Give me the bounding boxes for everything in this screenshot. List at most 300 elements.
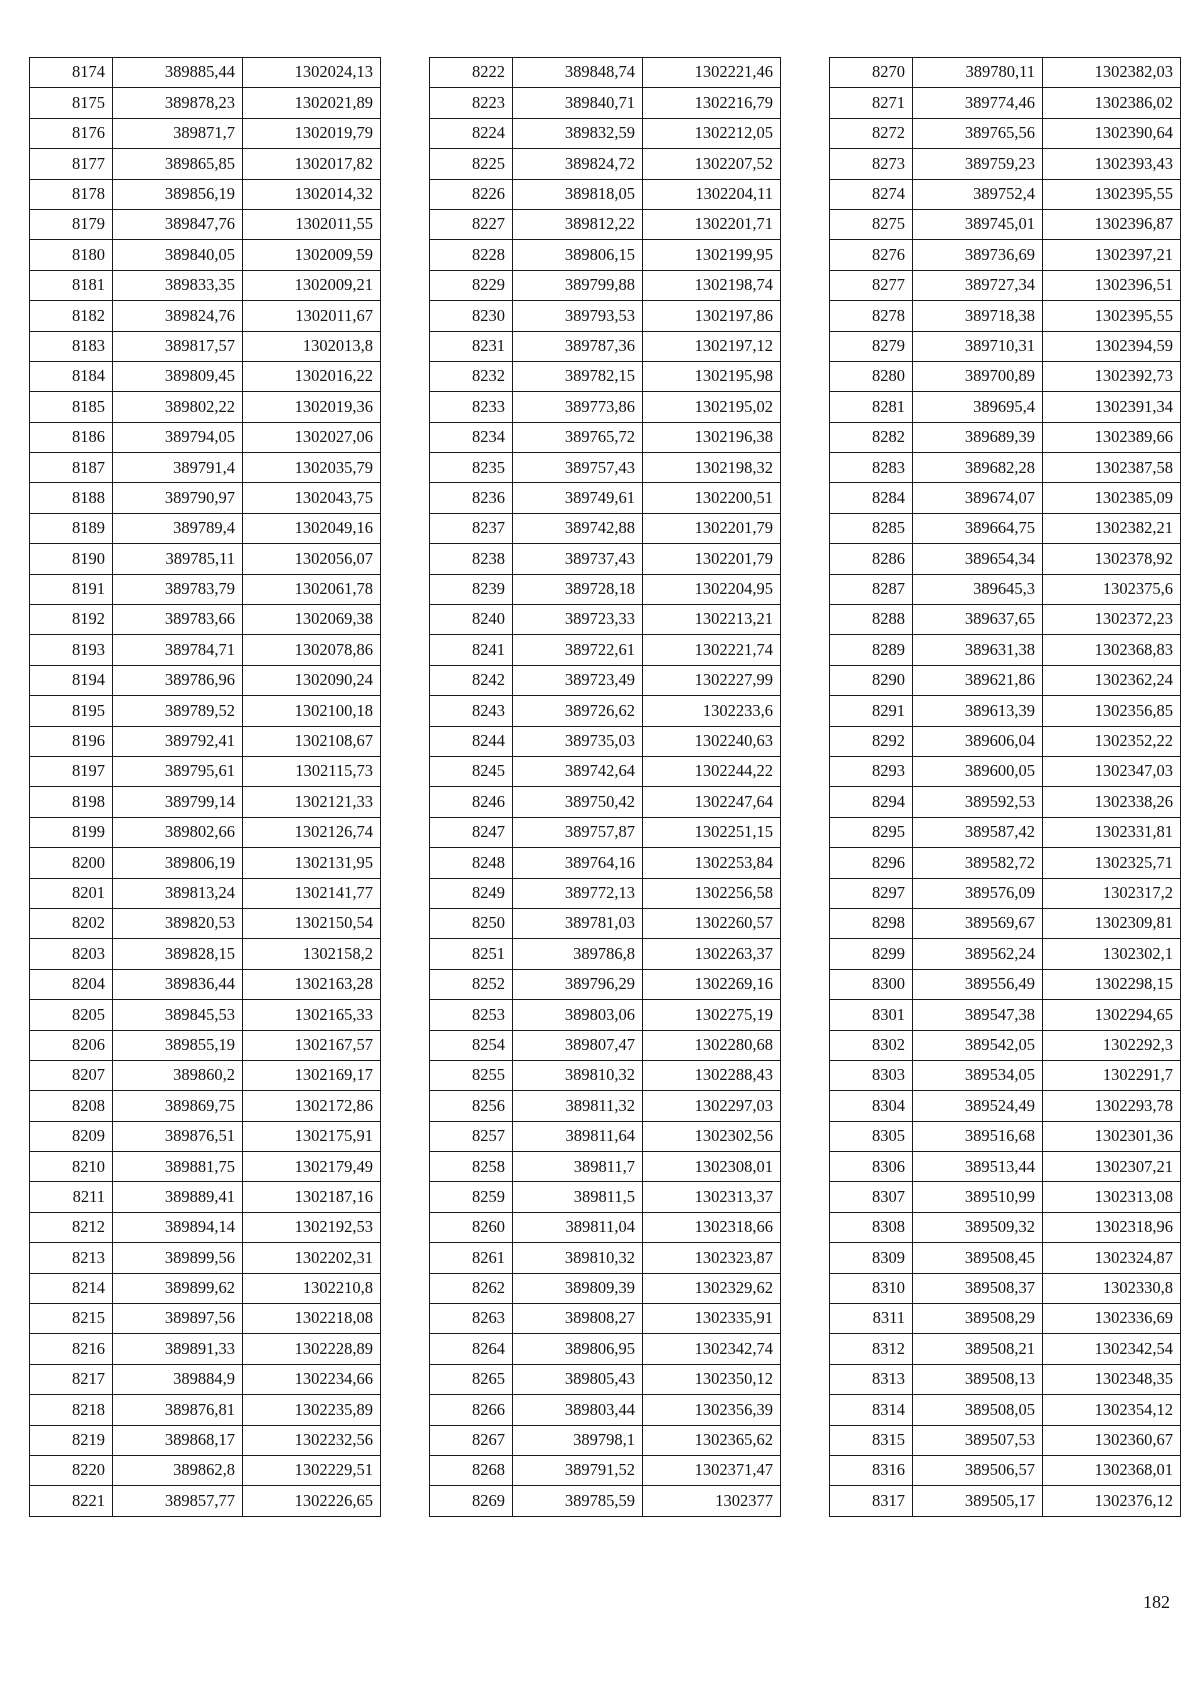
table-row (30, 1273, 381, 1303)
y-coordinate-cell: 1302228,89 (243, 1334, 381, 1364)
x-coordinate-cell: 389785,11 (113, 544, 243, 574)
point-number-cell: 8279 (830, 331, 913, 361)
y-coordinate-cell: 1302043,75 (243, 483, 381, 513)
point-number-cell: 8300 (830, 969, 913, 999)
point-number-cell: 8245 (430, 756, 513, 786)
table-row (30, 301, 381, 331)
y-coordinate-cell: 1302197,86 (643, 301, 781, 331)
y-coordinate-cell: 1302347,03 (1043, 756, 1181, 786)
x-coordinate-cell: 389674,07 (913, 483, 1043, 513)
table-row (830, 1243, 1181, 1273)
table-row (430, 422, 781, 452)
table-row (830, 756, 1181, 786)
y-coordinate-cell: 1302301,36 (1043, 1121, 1181, 1151)
x-coordinate-cell: 389750,42 (513, 787, 643, 817)
point-number-cell: 8181 (30, 270, 113, 300)
y-coordinate-cell: 1302377 (643, 1486, 781, 1516)
point-number-cell: 8310 (830, 1273, 913, 1303)
table-row (430, 544, 781, 574)
point-number-cell: 8274 (830, 179, 913, 209)
y-coordinate-cell: 1302141,77 (243, 878, 381, 908)
x-coordinate-cell: 389723,49 (513, 665, 643, 695)
table-row (430, 331, 781, 361)
y-coordinate-cell: 1302253,84 (643, 848, 781, 878)
point-number-cell: 8253 (430, 1000, 513, 1030)
table-row (430, 1486, 781, 1516)
x-coordinate-cell: 389803,44 (513, 1395, 643, 1425)
point-number-cell: 8234 (430, 422, 513, 452)
point-number-cell: 8309 (830, 1243, 913, 1273)
x-coordinate-cell: 389799,14 (113, 787, 243, 817)
table-row (830, 1152, 1181, 1182)
x-coordinate-cell: 389811,32 (513, 1091, 643, 1121)
y-coordinate-cell: 1302342,54 (1043, 1334, 1181, 1364)
table-row (430, 209, 781, 239)
x-coordinate-cell: 389718,38 (913, 301, 1043, 331)
point-number-cell: 8269 (430, 1486, 513, 1516)
point-number-cell: 8177 (30, 149, 113, 179)
y-coordinate-cell: 1302150,54 (243, 908, 381, 938)
point-number-cell: 8185 (30, 392, 113, 422)
table-row (830, 1273, 1181, 1303)
table-row (830, 635, 1181, 665)
x-coordinate-cell: 389865,85 (113, 149, 243, 179)
x-coordinate-cell: 389807,47 (513, 1030, 643, 1060)
y-coordinate-cell: 1302216,79 (643, 88, 781, 118)
point-number-cell: 8178 (30, 179, 113, 209)
point-number-cell: 8270 (830, 58, 913, 88)
point-number-cell: 8213 (30, 1243, 113, 1273)
point-number-cell: 8296 (830, 848, 913, 878)
x-coordinate-cell: 389508,21 (913, 1334, 1043, 1364)
point-number-cell: 8235 (430, 453, 513, 483)
table-row (830, 1212, 1181, 1242)
table-body (830, 58, 1181, 1517)
y-coordinate-cell: 1302396,51 (1043, 270, 1181, 300)
x-coordinate-cell: 389781,03 (513, 908, 643, 938)
table-row (30, 1152, 381, 1182)
x-coordinate-cell: 389832,59 (513, 118, 643, 148)
point-number-cell: 8180 (30, 240, 113, 270)
x-coordinate-cell: 389836,44 (113, 969, 243, 999)
table-row (30, 88, 381, 118)
table-row (30, 209, 381, 239)
y-coordinate-cell: 1302389,66 (1043, 422, 1181, 452)
x-coordinate-cell: 389791,4 (113, 453, 243, 483)
point-number-cell: 8217 (30, 1364, 113, 1394)
y-coordinate-cell: 1302330,8 (1043, 1273, 1181, 1303)
point-number-cell: 8176 (30, 118, 113, 148)
x-coordinate-cell: 389811,5 (513, 1182, 643, 1212)
point-number-cell: 8261 (430, 1243, 513, 1273)
x-coordinate-cell: 389897,56 (113, 1304, 243, 1334)
point-number-cell: 8209 (30, 1121, 113, 1151)
table-row (830, 848, 1181, 878)
y-coordinate-cell: 1302368,83 (1043, 635, 1181, 665)
y-coordinate-cell: 1302197,12 (643, 331, 781, 361)
table-row (30, 118, 381, 148)
y-coordinate-cell: 1302115,73 (243, 756, 381, 786)
x-coordinate-cell: 389542,05 (913, 1030, 1043, 1060)
y-coordinate-cell: 1302014,32 (243, 179, 381, 209)
point-number-cell: 8305 (830, 1121, 913, 1151)
y-coordinate-cell: 1302385,09 (1043, 483, 1181, 513)
point-number-cell: 8289 (830, 635, 913, 665)
table-row (830, 1091, 1181, 1121)
y-coordinate-cell: 1302061,78 (243, 574, 381, 604)
table-row (830, 1425, 1181, 1455)
x-coordinate-cell: 389794,05 (113, 422, 243, 452)
x-coordinate-cell: 389508,37 (913, 1273, 1043, 1303)
table-row (830, 1000, 1181, 1030)
y-coordinate-cell: 1302198,32 (643, 453, 781, 483)
x-coordinate-cell: 389789,52 (113, 696, 243, 726)
y-coordinate-cell: 1302131,95 (243, 848, 381, 878)
y-coordinate-cell: 1302335,91 (643, 1304, 781, 1334)
point-number-cell: 8282 (830, 422, 913, 452)
x-coordinate-cell: 389508,05 (913, 1395, 1043, 1425)
y-coordinate-cell: 1302263,37 (643, 939, 781, 969)
point-number-cell: 8193 (30, 635, 113, 665)
table-row (830, 118, 1181, 148)
point-number-cell: 8221 (30, 1486, 113, 1516)
x-coordinate-cell: 389824,76 (113, 301, 243, 331)
table-row (430, 817, 781, 847)
y-coordinate-cell: 1302179,49 (243, 1152, 381, 1182)
table-row (830, 1030, 1181, 1060)
x-coordinate-cell: 389811,7 (513, 1152, 643, 1182)
table-row (430, 605, 781, 635)
table-row (430, 1182, 781, 1212)
x-coordinate-cell: 389723,33 (513, 605, 643, 635)
x-coordinate-cell: 389802,22 (113, 392, 243, 422)
x-coordinate-cell: 389727,34 (913, 270, 1043, 300)
x-coordinate-cell: 389757,87 (513, 817, 643, 847)
table-row (30, 544, 381, 574)
x-coordinate-cell: 389637,65 (913, 605, 1043, 635)
x-coordinate-cell: 389792,41 (113, 726, 243, 756)
x-coordinate-cell: 389806,15 (513, 240, 643, 270)
x-coordinate-cell: 389824,72 (513, 149, 643, 179)
y-coordinate-cell: 1302391,34 (1043, 392, 1181, 422)
point-number-cell: 8251 (430, 939, 513, 969)
table-row (830, 1121, 1181, 1151)
table-row (30, 665, 381, 695)
point-number-cell: 8186 (30, 422, 113, 452)
y-coordinate-cell: 1302212,05 (643, 118, 781, 148)
point-number-cell: 8280 (830, 361, 913, 391)
x-coordinate-cell: 389562,24 (913, 939, 1043, 969)
y-coordinate-cell: 1302195,98 (643, 361, 781, 391)
table-row (830, 605, 1181, 635)
table-row (430, 361, 781, 391)
point-number-cell: 8232 (430, 361, 513, 391)
y-coordinate-cell: 1302121,33 (243, 787, 381, 817)
table-row (830, 969, 1181, 999)
table-row (30, 756, 381, 786)
y-coordinate-cell: 1302378,92 (1043, 544, 1181, 574)
point-number-cell: 8290 (830, 665, 913, 695)
y-coordinate-cell: 1302163,28 (243, 969, 381, 999)
table-row (430, 635, 781, 665)
point-number-cell: 8206 (30, 1030, 113, 1060)
x-coordinate-cell: 389556,49 (913, 969, 1043, 999)
point-number-cell: 8211 (30, 1182, 113, 1212)
y-coordinate-cell: 1302317,2 (1043, 878, 1181, 908)
point-number-cell: 8197 (30, 756, 113, 786)
point-number-cell: 8278 (830, 301, 913, 331)
point-number-cell: 8238 (430, 544, 513, 574)
page-number: 182 (1143, 1592, 1170, 1612)
table-row (30, 817, 381, 847)
table-row (30, 1395, 381, 1425)
table-row (830, 817, 1181, 847)
y-coordinate-cell: 1302167,57 (243, 1030, 381, 1060)
y-coordinate-cell: 1302011,67 (243, 301, 381, 331)
y-coordinate-cell: 1302393,43 (1043, 149, 1181, 179)
x-coordinate-cell: 389757,43 (513, 453, 643, 483)
table-row (30, 483, 381, 513)
table-row (430, 1395, 781, 1425)
y-coordinate-cell: 1302395,55 (1043, 179, 1181, 209)
y-coordinate-cell: 1302158,2 (243, 939, 381, 969)
point-number-cell: 8231 (430, 331, 513, 361)
x-coordinate-cell: 389881,75 (113, 1152, 243, 1182)
y-coordinate-cell: 1302199,95 (643, 240, 781, 270)
point-number-cell: 8200 (30, 848, 113, 878)
point-number-cell: 8295 (830, 817, 913, 847)
x-coordinate-cell: 389534,05 (913, 1060, 1043, 1090)
point-number-cell: 8263 (430, 1304, 513, 1334)
x-coordinate-cell: 389885,44 (113, 58, 243, 88)
table-row (30, 848, 381, 878)
y-coordinate-cell: 1302352,22 (1043, 726, 1181, 756)
table-row (830, 331, 1181, 361)
x-coordinate-cell: 389547,38 (913, 1000, 1043, 1030)
point-number-cell: 8191 (30, 574, 113, 604)
y-coordinate-cell: 1302309,81 (1043, 908, 1181, 938)
y-coordinate-cell: 1302386,02 (1043, 88, 1181, 118)
y-coordinate-cell: 1302350,12 (643, 1364, 781, 1394)
table-row (430, 1243, 781, 1273)
x-coordinate-cell: 389803,06 (513, 1000, 643, 1030)
point-number-cell: 8194 (30, 665, 113, 695)
x-coordinate-cell: 389899,62 (113, 1273, 243, 1303)
y-coordinate-cell: 1302021,89 (243, 88, 381, 118)
point-number-cell: 8184 (30, 361, 113, 391)
y-coordinate-cell: 1302382,03 (1043, 58, 1181, 88)
coordinate-table-1 (29, 57, 381, 1517)
y-coordinate-cell: 1302323,87 (643, 1243, 781, 1273)
y-coordinate-cell: 1302390,64 (1043, 118, 1181, 148)
table-row (830, 1455, 1181, 1485)
y-coordinate-cell: 1302395,55 (1043, 301, 1181, 331)
table-row (430, 756, 781, 786)
table-row (430, 1212, 781, 1242)
x-coordinate-cell: 389510,99 (913, 1182, 1043, 1212)
y-coordinate-cell: 1302308,01 (643, 1152, 781, 1182)
point-number-cell: 8311 (830, 1304, 913, 1334)
x-coordinate-cell: 389869,75 (113, 1091, 243, 1121)
x-coordinate-cell: 389810,32 (513, 1243, 643, 1273)
y-coordinate-cell: 1302090,24 (243, 665, 381, 695)
x-coordinate-cell: 389791,52 (513, 1455, 643, 1485)
point-number-cell: 8292 (830, 726, 913, 756)
x-coordinate-cell: 389876,51 (113, 1121, 243, 1151)
table-row (430, 149, 781, 179)
point-number-cell: 8195 (30, 696, 113, 726)
table-row (430, 513, 781, 543)
x-coordinate-cell: 389891,33 (113, 1334, 243, 1364)
y-coordinate-cell: 1302397,21 (1043, 240, 1181, 270)
x-coordinate-cell: 389773,86 (513, 392, 643, 422)
table-row (30, 696, 381, 726)
point-number-cell: 8285 (830, 513, 913, 543)
y-coordinate-cell: 1302387,58 (1043, 453, 1181, 483)
y-coordinate-cell: 1302126,74 (243, 817, 381, 847)
x-coordinate-cell: 389587,42 (913, 817, 1043, 847)
x-coordinate-cell: 389726,62 (513, 696, 643, 726)
y-coordinate-cell: 1302342,74 (643, 1334, 781, 1364)
table-row (830, 1486, 1181, 1516)
point-number-cell: 8258 (430, 1152, 513, 1182)
y-coordinate-cell: 1302221,46 (643, 58, 781, 88)
y-coordinate-cell: 1302394,59 (1043, 331, 1181, 361)
y-coordinate-cell: 1302318,96 (1043, 1212, 1181, 1242)
table-row (30, 1212, 381, 1242)
point-number-cell: 8233 (430, 392, 513, 422)
y-coordinate-cell: 1302356,39 (643, 1395, 781, 1425)
point-number-cell: 8271 (830, 88, 913, 118)
table-row (430, 270, 781, 300)
table-row (30, 1121, 381, 1151)
point-number-cell: 8286 (830, 544, 913, 574)
point-number-cell: 8268 (430, 1455, 513, 1485)
point-number-cell: 8259 (430, 1182, 513, 1212)
x-coordinate-cell: 389809,39 (513, 1273, 643, 1303)
point-number-cell: 8225 (430, 149, 513, 179)
table-row (830, 1334, 1181, 1364)
point-number-cell: 8240 (430, 605, 513, 635)
x-coordinate-cell: 389664,75 (913, 513, 1043, 543)
point-number-cell: 8304 (830, 1091, 913, 1121)
table-row (430, 1030, 781, 1060)
point-number-cell: 8227 (430, 209, 513, 239)
y-coordinate-cell: 1302302,56 (643, 1121, 781, 1151)
table-row (430, 118, 781, 148)
x-coordinate-cell: 389569,67 (913, 908, 1043, 938)
x-coordinate-cell: 389759,23 (913, 149, 1043, 179)
y-coordinate-cell: 1302256,58 (643, 878, 781, 908)
y-coordinate-cell: 1302009,21 (243, 270, 381, 300)
table-row (430, 665, 781, 695)
point-number-cell: 8223 (430, 88, 513, 118)
y-coordinate-cell: 1302192,53 (243, 1212, 381, 1242)
x-coordinate-cell: 389507,53 (913, 1425, 1043, 1455)
x-coordinate-cell: 389736,69 (913, 240, 1043, 270)
table-row (30, 422, 381, 452)
table-row (830, 392, 1181, 422)
table-row (430, 574, 781, 604)
y-coordinate-cell: 1302226,65 (243, 1486, 381, 1516)
y-coordinate-cell: 1302011,55 (243, 209, 381, 239)
point-number-cell: 8265 (430, 1364, 513, 1394)
table-row (30, 392, 381, 422)
y-coordinate-cell: 1302207,52 (643, 149, 781, 179)
point-number-cell: 8264 (430, 1334, 513, 1364)
table-row (30, 513, 381, 543)
y-coordinate-cell: 1302165,33 (243, 1000, 381, 1030)
table-row (430, 726, 781, 756)
y-coordinate-cell: 1302234,66 (243, 1364, 381, 1394)
y-coordinate-cell: 1302396,87 (1043, 209, 1181, 239)
x-coordinate-cell: 389862,8 (113, 1455, 243, 1485)
y-coordinate-cell: 1302356,85 (1043, 696, 1181, 726)
table-row (30, 453, 381, 483)
x-coordinate-cell: 389780,11 (913, 58, 1043, 88)
y-coordinate-cell: 1302235,89 (243, 1395, 381, 1425)
y-coordinate-cell: 1302294,65 (1043, 1000, 1181, 1030)
y-coordinate-cell: 1302368,01 (1043, 1455, 1181, 1485)
point-number-cell: 8260 (430, 1212, 513, 1242)
x-coordinate-cell: 389582,72 (913, 848, 1043, 878)
y-coordinate-cell: 1302078,86 (243, 635, 381, 665)
y-coordinate-cell: 1302016,22 (243, 361, 381, 391)
x-coordinate-cell: 389848,74 (513, 58, 643, 88)
point-number-cell: 8272 (830, 118, 913, 148)
table-row (430, 1425, 781, 1455)
y-coordinate-cell: 1302362,24 (1043, 665, 1181, 695)
x-coordinate-cell: 389631,38 (913, 635, 1043, 665)
y-coordinate-cell: 1302392,73 (1043, 361, 1181, 391)
y-coordinate-cell: 1302331,81 (1043, 817, 1181, 847)
point-number-cell: 8291 (830, 696, 913, 726)
table-row (430, 58, 781, 88)
x-coordinate-cell: 389786,8 (513, 939, 643, 969)
table-row (30, 1030, 381, 1060)
table-row (830, 209, 1181, 239)
table-row (30, 726, 381, 756)
x-coordinate-cell: 389845,53 (113, 1000, 243, 1030)
table-row (430, 969, 781, 999)
x-coordinate-cell: 389857,77 (113, 1486, 243, 1516)
y-coordinate-cell: 1302201,79 (643, 544, 781, 574)
table-row (30, 908, 381, 938)
table-row (830, 939, 1181, 969)
x-coordinate-cell: 389884,9 (113, 1364, 243, 1394)
x-coordinate-cell: 389695,4 (913, 392, 1043, 422)
point-number-cell: 8218 (30, 1395, 113, 1425)
y-coordinate-cell: 1302202,31 (243, 1243, 381, 1273)
x-coordinate-cell: 389810,32 (513, 1060, 643, 1090)
x-coordinate-cell: 389621,86 (913, 665, 1043, 695)
y-coordinate-cell: 1302201,79 (643, 513, 781, 543)
table-row (830, 726, 1181, 756)
y-coordinate-cell: 1302198,74 (643, 270, 781, 300)
x-coordinate-cell: 389508,29 (913, 1304, 1043, 1334)
table-row (830, 149, 1181, 179)
x-coordinate-cell: 389860,2 (113, 1060, 243, 1090)
point-number-cell: 8293 (830, 756, 913, 786)
table-row (430, 1060, 781, 1090)
table-row (830, 1182, 1181, 1212)
point-number-cell: 8220 (30, 1455, 113, 1485)
x-coordinate-cell: 389728,18 (513, 574, 643, 604)
table-row (30, 149, 381, 179)
y-coordinate-cell: 1302371,47 (643, 1455, 781, 1485)
y-coordinate-cell: 1302233,6 (643, 696, 781, 726)
point-number-cell: 8210 (30, 1152, 113, 1182)
